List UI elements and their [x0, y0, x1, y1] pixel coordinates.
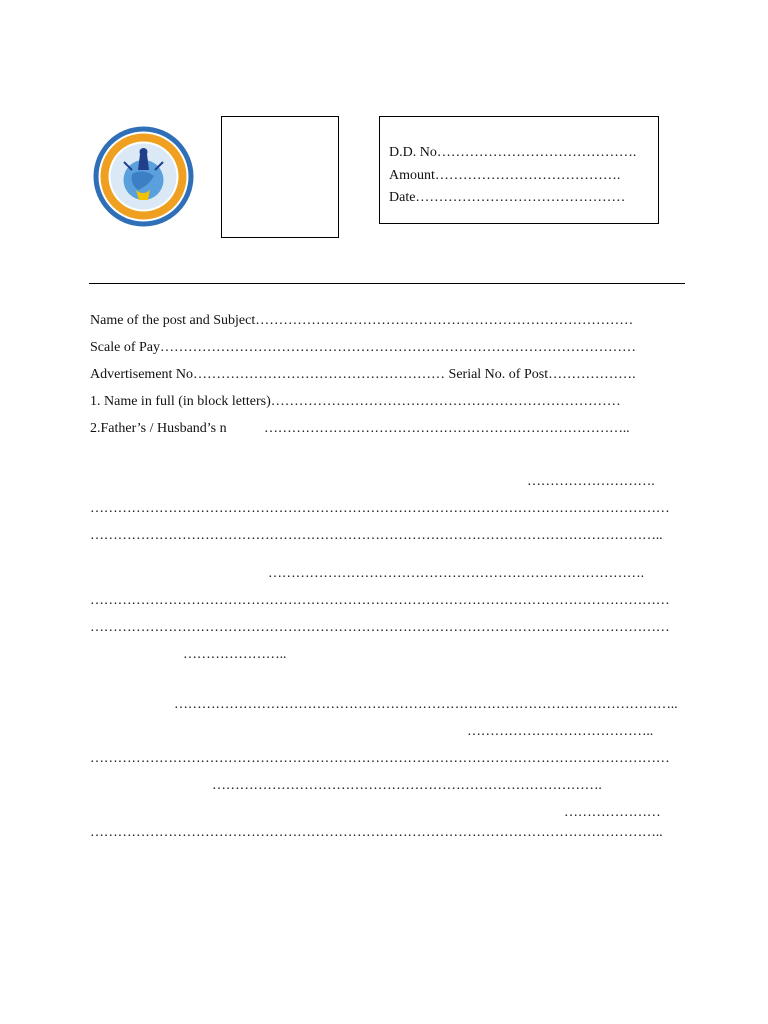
blank-line[interactable]: ………………………. [527, 474, 655, 489]
blank-line[interactable]: ……………………………………………………………………………………………………………… [90, 593, 670, 608]
post-subject-field[interactable]: Name of the post and Subject……………………………………………………………………… [90, 313, 634, 328]
blank-line[interactable]: ……………………………………………………………………………………………………………… [90, 751, 670, 766]
blank-line[interactable]: ………………… [564, 805, 661, 820]
blank-line[interactable]: ………………….. [183, 647, 287, 662]
advertisement-no-field[interactable]: Advertisement No……………………………………………… Serial No. of Post………………. [90, 367, 636, 382]
blank-line[interactable]: …………………………………………………………………………………………………………….. [90, 825, 663, 840]
dd-details-box [379, 116, 659, 224]
father-husband-name-label: 2.Father’s / Husband’s n [90, 421, 227, 436]
university-logo [92, 124, 195, 229]
scale-of-pay-field[interactable]: Scale of Pay………………………………………………………………………………………… [90, 340, 636, 355]
blank-line[interactable]: ………………………………….. [467, 724, 654, 739]
blank-line[interactable]: …………………………………………………………………………. [212, 778, 602, 793]
blank-line[interactable]: ……………………………………………………………………………………………………………… [90, 501, 670, 516]
blank-line[interactable]: ……………………………………………………………………………………………….. [174, 697, 678, 712]
name-full-field[interactable]: 1. Name in full (in block letters)………………………………………………………………… [90, 394, 621, 409]
date-field[interactable]: Date……………………………………… [389, 190, 626, 205]
divider-line [89, 283, 685, 284]
blank-line[interactable]: ……………………………………………………………………………………………………………… [90, 620, 670, 635]
dd-no-field[interactable]: D.D. No……………………………………. [389, 145, 637, 160]
blank-line[interactable]: …………………………………………………………………………………………………………….. [90, 528, 663, 543]
amount-field[interactable]: Amount…………………………………. [389, 167, 621, 183]
blank-line[interactable]: ………………………………………………………………………. [268, 566, 644, 581]
photo-box [221, 116, 339, 238]
father-husband-name-field[interactable]: …………………………………………………………………….. [264, 421, 630, 436]
